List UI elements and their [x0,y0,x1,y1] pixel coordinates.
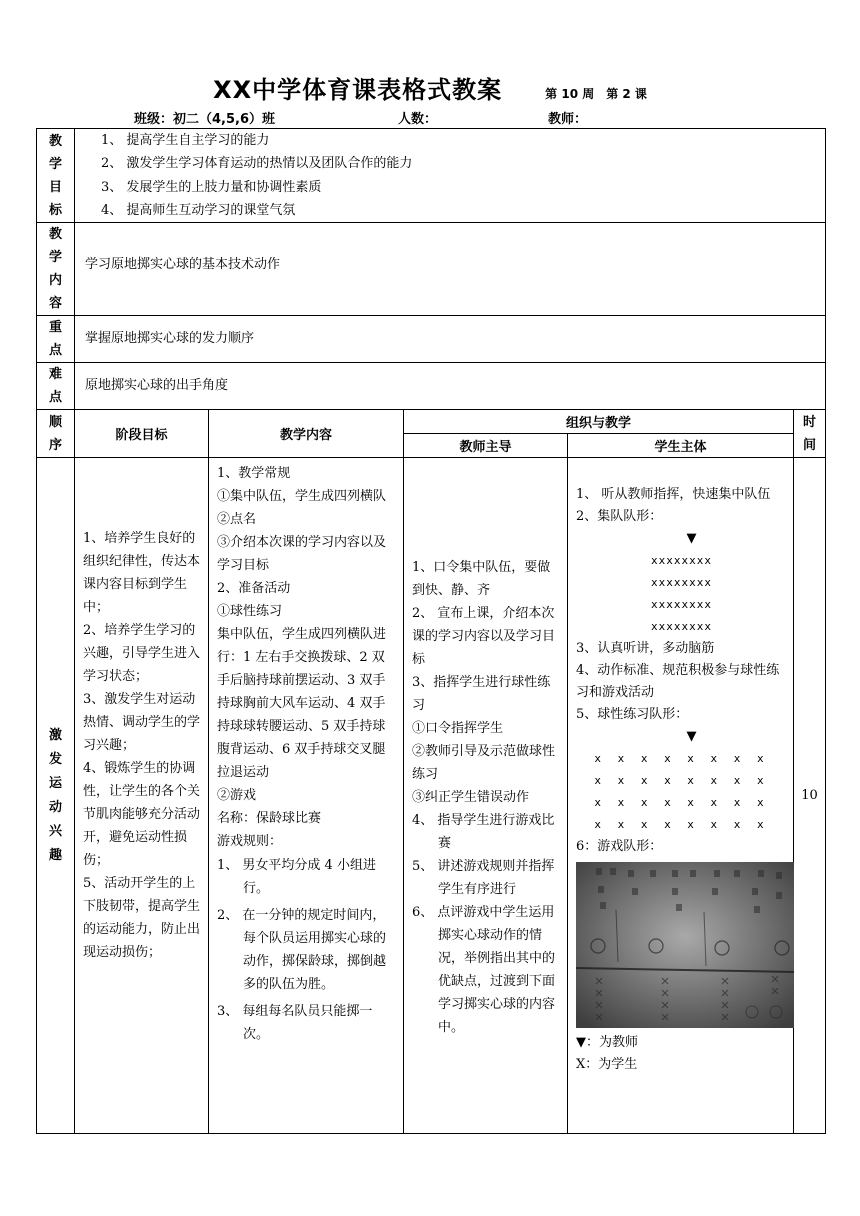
content-line: 集中队伍，学生成四列横队进行：1 左右手交换拨球、2 双手后脑持球前摆运动、3 双手持球胸前大风车运动、4 双手持球球转腰运动、5 双手持球腹背运动、6 双手持球交叉腿拉退运动 [217,627,387,781]
goals-row [37,129,826,223]
practice-row: x x x x x x x x [594,774,769,788]
goals-list [75,129,826,223]
content-line: 1、教学常规 [217,466,291,482]
stage-row [37,458,826,1134]
week-lesson: 第 10 周 第 2 课 [545,87,647,101]
formation-row: xxxxxxxx [651,554,712,568]
practice-row: x x x x x x x x [594,818,769,832]
teacher-item: 2、 宣布上课，介绍本次课的学习内容以及学习目标 [412,606,556,668]
teacher-marker-icon: ▼ [686,531,697,547]
teacher-marker-icon: ▼ [686,729,697,745]
student-item: 1、 听从教师指挥，快速集中队伍 [576,487,771,503]
difficulty-row [37,363,826,410]
practice-row: x x x x x x x x [594,752,769,766]
student-item: 4、动作标准、规范积极参与球性练习和游戏活动 [576,663,780,701]
title-block [0,70,860,105]
student-item: 3、认真听讲，多动脑筋 [576,641,715,657]
formation-row: xxxxxxxx [651,576,712,590]
stage-goal-item: 5、活动开学生的上下肢韧带，提高学生的运动能力，防止出现运动损伤； [83,876,201,961]
student-item: 5、球性练习队形： [576,707,689,723]
lesson-table [36,128,826,1134]
key-label: 重 点 [37,316,75,363]
order-header: 顺 序 [37,410,75,458]
goal-item: 4、 提高师生互动学习的课堂气氛 [101,202,296,218]
content-line: 游戏规则： [217,834,283,850]
content-line: ②游戏 [217,788,257,804]
student-item: 6：游戏队形： [576,839,663,855]
time-header: 时 间 [794,410,826,458]
stage-goal-item: 3、激发学生对运动热情、调动学生的学习兴趣； [83,692,201,754]
count-label: 人数： [398,112,438,127]
goal-item: 1、 提高学生自主学习的能力 [101,133,270,148]
legend-student: X：为学生 [576,1057,638,1073]
content-line: ②点名 [217,512,257,528]
practice-row: x x x x x x x x [594,796,769,810]
rule-item: 3、 每组每名队员只能掷一次。 [217,1004,373,1043]
rule-item: 2、 在一分钟的规定时间内，每个队员运用掷实心球的动作，掷保龄球，掷倒越多的队伍为胜。 [217,908,387,993]
stage-label: 激 发 运 动 兴 趣 [37,458,75,1134]
stage-goals [75,458,209,1134]
content-line: ①球性练习 [217,604,283,620]
difficulty-text: 原地掷实心球的出手角度 [75,363,826,410]
teacher-lead [404,458,568,1134]
page-title: XX中学体育课表格式教案 [213,76,503,104]
teacher-item: 5、 讲述游戏规则并指挥学生有序进行 [412,859,555,898]
formation-row: xxxxxxxx [651,598,712,612]
teach-content-header: 教学内容 [209,410,404,458]
stage-goal-item: 1、培养学生良好的组织纪律性，传达本课内容目标到学生中； [83,531,201,616]
org-header: 组织与教学 [404,410,794,434]
teacher-item: 1、口令集中队伍，要做到快、静、齐 [412,560,551,599]
formation-row: xxxxxxxx [651,620,712,634]
key-row [37,316,826,363]
formation-sketch [576,862,794,1028]
teacher-item: ①口令指挥学生 [412,721,504,737]
class-label: 班级：初二（4,5,6）班 [134,112,276,127]
content-row [37,223,826,316]
student-main-header: 学生主体 [568,434,794,458]
teacher-item: 6、 点评游戏中学生运用掷实心球动作的情况，举例指出其中的优缺点，过渡到下面学习掷实心球的内容中。 [412,905,556,1036]
student-item: 2、集队队形： [576,509,663,525]
goals-label: 教 学 目 标 [37,129,75,223]
stage-goal-header: 阶段目标 [75,410,209,458]
stage-goal-item: 4、锻炼学生的协调性，让学生的各个关节肌肉能够充分活动开，避免运动性损伤； [83,761,201,869]
content-line: ①集中队伍，学生成四列横队 [217,489,387,505]
teacher-label: 教师： [548,112,588,127]
key-text: 掌握原地掷实心球的发力顺序 [75,316,826,363]
stage-goal-item: 2、培养学生学习的兴趣，引导学生进入学习状态； [83,623,201,685]
teacher-item: 3、指挥学生进行球性练习 [412,675,551,714]
content-line: 名称：保龄球比赛 [217,811,322,827]
time-value: 10 [794,458,826,1134]
content-label: 教 学 内 容 [37,223,75,316]
stage-content [209,458,404,1134]
content-line: ③介绍本次课的学习内容以及学习目标 [217,535,387,574]
difficulty-label: 难 点 [37,363,75,410]
header-row-1 [37,410,826,434]
content-text: 学习原地掷实心球的基本技术动作 [75,223,826,316]
teacher-item: ②教师引导及示范做球性练习 [412,744,556,783]
goal-item: 2、 激发学生学习体育运动的热情以及团队合作的能力 [101,156,413,172]
goal-item: 3、 发展学生的上肢力量和协调性素质 [101,179,322,195]
teacher-item: 4、 指导学生进行游戏比赛 [412,813,555,852]
content-line: 2、准备活动 [217,581,291,597]
teacher-item: ③纠正学生错误动作 [412,790,530,806]
rule-item: 1、 男女平均分成 4 小组进行。 [217,858,376,897]
game-formation-photo [576,862,794,1028]
teacher-lead-header: 教师主导 [404,434,568,458]
student-main [568,458,794,1134]
legend-teacher: ▼：为教师 [576,1035,638,1051]
